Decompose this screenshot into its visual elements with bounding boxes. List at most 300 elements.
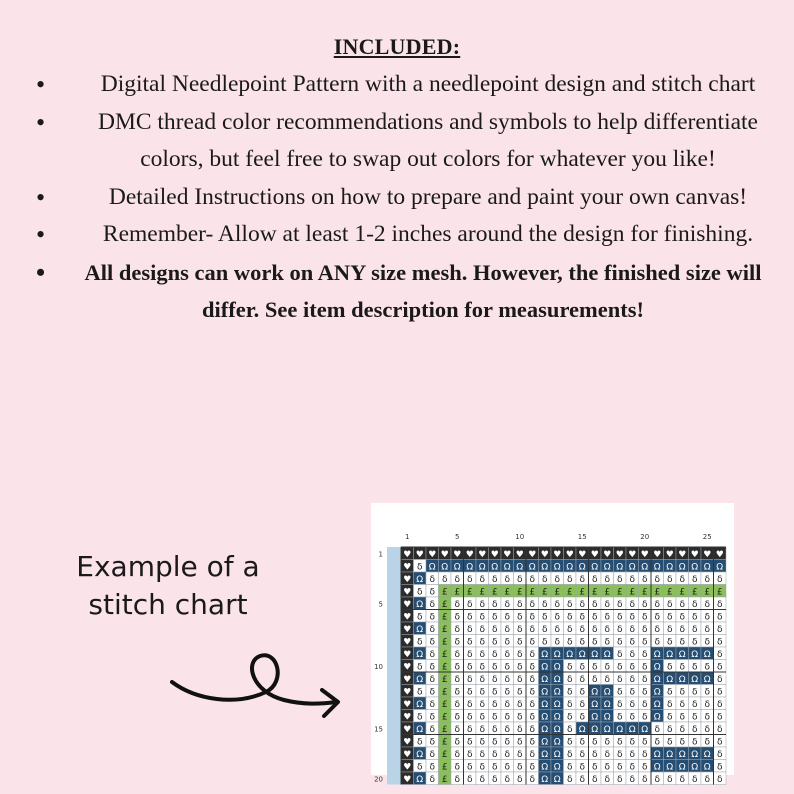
stitch-symbol: δ bbox=[591, 624, 598, 635]
stitch-symbol: δ bbox=[704, 687, 711, 698]
stitch-symbol: £ bbox=[454, 587, 461, 598]
stitch-symbol: δ bbox=[529, 662, 536, 673]
stitch-symbol: δ bbox=[491, 762, 498, 773]
stitch-symbol: δ bbox=[554, 599, 561, 610]
stitch-symbol: £ bbox=[491, 587, 498, 598]
stitch-symbol: Ω bbox=[541, 774, 549, 785]
stitch-symbol: δ bbox=[479, 624, 486, 635]
stitch-symbol: δ bbox=[679, 737, 686, 748]
stitch-symbol: ♥ bbox=[403, 762, 412, 773]
stitch-symbol: Ω bbox=[591, 724, 599, 735]
stitch-symbol: δ bbox=[416, 712, 423, 723]
stitch-symbol: δ bbox=[479, 762, 486, 773]
stitch-symbol: ♥ bbox=[665, 549, 674, 560]
stitch-symbol: δ bbox=[629, 687, 636, 698]
stitch-symbol: δ bbox=[566, 749, 573, 760]
stitch-symbol: δ bbox=[429, 737, 436, 748]
stitch-symbol: ♥ bbox=[653, 549, 662, 560]
stitch-symbol: δ bbox=[529, 699, 536, 710]
stitch-symbol: δ bbox=[429, 699, 436, 710]
stitch-symbol: δ bbox=[491, 749, 498, 760]
stitch-symbol: δ bbox=[541, 624, 548, 635]
stitch-symbol: Ω bbox=[653, 687, 661, 698]
stitch-symbol: δ bbox=[566, 712, 573, 723]
stitch-symbol: £ bbox=[716, 587, 723, 598]
stitch-symbol: £ bbox=[441, 599, 448, 610]
stitch-symbol: Ω bbox=[416, 724, 424, 735]
stitch-symbol: Ω bbox=[603, 712, 611, 723]
stitch-symbol: δ bbox=[704, 699, 711, 710]
stitch-symbol: δ bbox=[691, 599, 698, 610]
stitch-symbol: Ω bbox=[653, 749, 661, 760]
stitch-symbol: ♥ bbox=[465, 549, 474, 560]
stitch-symbol: δ bbox=[529, 774, 536, 785]
stitch-symbol: δ bbox=[429, 762, 436, 773]
stitch-symbol: δ bbox=[504, 674, 511, 685]
stitch-symbol: ♥ bbox=[403, 649, 412, 660]
stitch-symbol: δ bbox=[529, 674, 536, 685]
stitch-symbol: δ bbox=[566, 699, 573, 710]
stitch-symbol: δ bbox=[629, 762, 636, 773]
stitch-symbol: δ bbox=[429, 724, 436, 735]
stitch-symbol: Ω bbox=[516, 562, 524, 573]
stitch-symbol: Ω bbox=[678, 562, 686, 573]
stitch-symbol: δ bbox=[641, 649, 648, 660]
stitch-symbol: Ω bbox=[553, 749, 561, 760]
stitch-symbol: Ω bbox=[678, 674, 686, 685]
stitch-symbol: Ω bbox=[641, 562, 649, 573]
stitch-symbol: δ bbox=[691, 687, 698, 698]
stitch-symbol: Ω bbox=[591, 562, 599, 573]
stitch-symbol: δ bbox=[691, 774, 698, 785]
stitch-symbol: Ω bbox=[603, 699, 611, 710]
stitch-symbol: δ bbox=[454, 674, 461, 685]
stitch-symbol: Ω bbox=[653, 699, 661, 710]
stitch-symbol: Ω bbox=[416, 599, 424, 610]
stitch-symbol: δ bbox=[504, 737, 511, 748]
stitch-symbol: Ω bbox=[503, 562, 511, 573]
stitch-symbol: δ bbox=[454, 624, 461, 635]
stitch-symbol: δ bbox=[591, 749, 598, 760]
stitch-symbol: δ bbox=[691, 624, 698, 635]
stitch-symbol: £ bbox=[629, 587, 636, 598]
stitch-symbol: £ bbox=[541, 587, 548, 598]
stitch-symbol: ♥ bbox=[553, 549, 562, 560]
stitch-symbol: ♥ bbox=[403, 587, 412, 598]
stitch-symbol: δ bbox=[654, 574, 661, 585]
stitch-symbol: ♥ bbox=[540, 549, 549, 560]
stitch-symbol: Ω bbox=[541, 562, 549, 573]
stitch-symbol: δ bbox=[679, 624, 686, 635]
stitch-symbol: δ bbox=[641, 762, 648, 773]
stitch-symbol: Ω bbox=[541, 674, 549, 685]
stitch-symbol: δ bbox=[604, 737, 611, 748]
stitch-symbol: Ω bbox=[628, 562, 636, 573]
stitch-symbol: δ bbox=[516, 637, 523, 648]
stitch-symbol: £ bbox=[516, 587, 523, 598]
stitch-symbol: δ bbox=[416, 587, 423, 598]
stitch-symbol: Ω bbox=[666, 649, 674, 660]
stitch-symbol: δ bbox=[466, 624, 473, 635]
stitch-symbol: δ bbox=[641, 574, 648, 585]
stitch-symbol: δ bbox=[454, 737, 461, 748]
stitch-symbol: δ bbox=[679, 774, 686, 785]
stitch-symbol: Ω bbox=[678, 762, 686, 773]
stitch-symbol: δ bbox=[504, 687, 511, 698]
stitch-symbol: ♥ bbox=[703, 549, 712, 560]
stitch-symbol: ♥ bbox=[403, 662, 412, 673]
stitch-symbol: Ω bbox=[653, 762, 661, 773]
stitch-symbol: δ bbox=[566, 774, 573, 785]
column-number: 25 bbox=[702, 533, 712, 541]
stitch-symbol: δ bbox=[666, 712, 673, 723]
stitch-symbol: δ bbox=[429, 599, 436, 610]
stitch-symbol: ♥ bbox=[403, 624, 412, 635]
stitch-symbol: δ bbox=[504, 699, 511, 710]
stitch-symbol: δ bbox=[691, 612, 698, 623]
stitch-symbol: ♥ bbox=[415, 549, 424, 560]
stitch-symbol: δ bbox=[541, 637, 548, 648]
stitch-symbol: δ bbox=[704, 612, 711, 623]
stitch-symbol: £ bbox=[441, 637, 448, 648]
curly-arrow-icon bbox=[166, 642, 346, 732]
stitch-symbol: Ω bbox=[703, 649, 711, 660]
row-number: 20 bbox=[374, 775, 383, 784]
stitch-symbol: δ bbox=[716, 624, 723, 635]
stitch-symbol: δ bbox=[566, 624, 573, 635]
stitch-symbol: δ bbox=[679, 612, 686, 623]
stitch-symbol: δ bbox=[466, 712, 473, 723]
stitch-symbol: δ bbox=[504, 724, 511, 735]
stitch-symbol: δ bbox=[654, 599, 661, 610]
stitch-symbol: δ bbox=[491, 662, 498, 673]
stitch-symbol: ♥ bbox=[565, 549, 574, 560]
stitch-symbol: δ bbox=[504, 774, 511, 785]
stitch-symbol: δ bbox=[704, 662, 711, 673]
stitch-symbol: δ bbox=[416, 737, 423, 748]
stitch-symbol: δ bbox=[541, 612, 548, 623]
stitch-symbol: δ bbox=[616, 737, 623, 748]
stitch-symbol: Ω bbox=[603, 649, 611, 660]
stitch-symbol: δ bbox=[629, 737, 636, 748]
stitch-symbol: £ bbox=[441, 624, 448, 635]
stitch-symbol: £ bbox=[579, 587, 586, 598]
stitch-symbol: ♥ bbox=[428, 549, 437, 560]
stitch-symbol: δ bbox=[629, 774, 636, 785]
stitch-symbol: δ bbox=[641, 774, 648, 785]
stitch-symbol: Ω bbox=[491, 562, 499, 573]
stitch-symbol: ♥ bbox=[528, 549, 537, 560]
stitch-symbol: δ bbox=[516, 662, 523, 673]
stitch-symbol: δ bbox=[654, 624, 661, 635]
stitch-symbol: £ bbox=[441, 649, 448, 660]
stitch-symbol: £ bbox=[654, 587, 661, 598]
stitch-symbol: δ bbox=[429, 612, 436, 623]
stitch-symbol: δ bbox=[591, 737, 598, 748]
stitch-symbol: £ bbox=[529, 587, 536, 598]
stitch-symbol: δ bbox=[429, 749, 436, 760]
stitch-symbol: Ω bbox=[703, 762, 711, 773]
stitch-symbol: δ bbox=[491, 737, 498, 748]
stitch-symbol: δ bbox=[466, 612, 473, 623]
stitch-symbol: δ bbox=[616, 624, 623, 635]
stitch-symbol: ♥ bbox=[515, 549, 524, 560]
stitch-symbol: £ bbox=[566, 587, 573, 598]
stitch-symbol: δ bbox=[604, 599, 611, 610]
stitch-symbol: δ bbox=[479, 612, 486, 623]
stitch-symbol: δ bbox=[504, 624, 511, 635]
stitch-symbol: ♥ bbox=[440, 549, 449, 560]
stitch-symbol: δ bbox=[654, 612, 661, 623]
stitch-symbol: δ bbox=[716, 674, 723, 685]
stitch-symbol: Ω bbox=[466, 562, 474, 573]
stitch-symbol: δ bbox=[466, 737, 473, 748]
column-number: 10 bbox=[515, 533, 525, 541]
stitch-symbol: Ω bbox=[666, 674, 674, 685]
stitch-symbol: δ bbox=[516, 612, 523, 623]
stitch-symbol: Ω bbox=[553, 662, 561, 673]
stitch-symbol: δ bbox=[479, 674, 486, 685]
stitch-symbol: ♥ bbox=[403, 712, 412, 723]
stitch-symbol: δ bbox=[579, 574, 586, 585]
stitch-symbol: £ bbox=[479, 587, 486, 598]
stitch-symbol: ♥ bbox=[690, 549, 699, 560]
stitch-symbol: δ bbox=[454, 662, 461, 673]
stitch-symbol: Ω bbox=[641, 724, 649, 735]
stitch-symbol: δ bbox=[641, 737, 648, 748]
stitch-symbol: ♥ bbox=[615, 549, 624, 560]
stitch-symbol: Ω bbox=[416, 624, 424, 635]
stitch-symbol: δ bbox=[704, 774, 711, 785]
stitch-symbol: δ bbox=[491, 674, 498, 685]
stitch-symbol: δ bbox=[491, 574, 498, 585]
stitch-symbol: δ bbox=[566, 662, 573, 673]
stitch-symbol: δ bbox=[704, 737, 711, 748]
stitch-symbol: δ bbox=[604, 612, 611, 623]
stitch-symbol: δ bbox=[591, 599, 598, 610]
stitch-symbol: ♥ bbox=[453, 549, 462, 560]
stitch-symbol: δ bbox=[579, 687, 586, 698]
stitch-symbol: Ω bbox=[553, 699, 561, 710]
stitch-symbol: δ bbox=[604, 774, 611, 785]
stitch-symbol: ♥ bbox=[403, 724, 412, 735]
stitch-symbol: Ω bbox=[441, 562, 449, 573]
stitch-symbol: δ bbox=[416, 612, 423, 623]
stitch-symbol: Ω bbox=[428, 562, 436, 573]
stitch-symbol: δ bbox=[566, 737, 573, 748]
stitch-symbol: δ bbox=[591, 662, 598, 673]
stitch-symbol: δ bbox=[416, 687, 423, 698]
row-number: 1 bbox=[378, 550, 383, 559]
stitch-symbol: δ bbox=[491, 649, 498, 660]
stitch-symbol: δ bbox=[541, 599, 548, 610]
stitch-symbol: £ bbox=[666, 587, 673, 598]
stitch-symbol: £ bbox=[441, 774, 448, 785]
stitch-symbol: δ bbox=[516, 674, 523, 685]
stitch-symbol: Ω bbox=[416, 749, 424, 760]
stitch-chart-example bbox=[371, 503, 734, 785]
stitch-symbol: £ bbox=[441, 737, 448, 748]
stitch-symbol: ♥ bbox=[640, 549, 649, 560]
stitch-symbol: δ bbox=[616, 687, 623, 698]
stitch-symbol: Ω bbox=[453, 562, 461, 573]
stitch-symbol: δ bbox=[429, 687, 436, 698]
stitch-symbol: δ bbox=[504, 612, 511, 623]
stitch-symbol: δ bbox=[716, 699, 723, 710]
stitch-symbol: Ω bbox=[691, 562, 699, 573]
stitch-symbol: δ bbox=[579, 774, 586, 785]
stitch-symbol: Ω bbox=[591, 699, 599, 710]
stitch-symbol: δ bbox=[716, 712, 723, 723]
stitch-symbol: £ bbox=[441, 612, 448, 623]
stitch-symbol: δ bbox=[604, 762, 611, 773]
stitch-symbol: δ bbox=[579, 699, 586, 710]
stitch-symbol: δ bbox=[429, 649, 436, 660]
stitch-symbol: δ bbox=[516, 737, 523, 748]
stitch-symbol: δ bbox=[604, 624, 611, 635]
stitch-symbol: δ bbox=[429, 662, 436, 673]
stitch-symbol: δ bbox=[641, 699, 648, 710]
stitch-symbol: Ω bbox=[653, 562, 661, 573]
stitch-symbol: δ bbox=[529, 762, 536, 773]
stitch-symbol: δ bbox=[716, 687, 723, 698]
stitch-symbol: Ω bbox=[603, 562, 611, 573]
stitch-symbol: ♥ bbox=[590, 549, 599, 560]
stitch-symbol: ♥ bbox=[403, 599, 412, 610]
stitch-symbol: δ bbox=[454, 749, 461, 760]
stitch-symbol: δ bbox=[429, 587, 436, 598]
stitch-symbol: δ bbox=[479, 599, 486, 610]
stitch-symbol: δ bbox=[416, 662, 423, 673]
stitch-symbol: δ bbox=[679, 724, 686, 735]
stitch-symbol: δ bbox=[641, 712, 648, 723]
stitch-symbol: δ bbox=[604, 749, 611, 760]
stitch-symbol: δ bbox=[454, 774, 461, 785]
stitch-symbol: δ bbox=[504, 637, 511, 648]
stitch-symbol: δ bbox=[641, 749, 648, 760]
stitch-symbol: δ bbox=[716, 662, 723, 673]
stitch-symbol: δ bbox=[716, 724, 723, 735]
stitch-symbol: ♥ bbox=[403, 774, 412, 785]
stitch-symbol: Ω bbox=[703, 562, 711, 573]
stitch-symbol: δ bbox=[454, 637, 461, 648]
stitch-symbol: δ bbox=[616, 574, 623, 585]
stitch-symbol: £ bbox=[441, 749, 448, 760]
stitch-symbol: £ bbox=[616, 587, 623, 598]
stitch-symbol: δ bbox=[641, 612, 648, 623]
stitch-symbol: δ bbox=[454, 599, 461, 610]
stitch-symbol: δ bbox=[529, 574, 536, 585]
stitch-symbol: δ bbox=[466, 699, 473, 710]
stitch-symbol: Ω bbox=[578, 649, 586, 660]
stitch-symbol: δ bbox=[566, 687, 573, 698]
stitch-symbol: δ bbox=[629, 649, 636, 660]
stitch-symbol: δ bbox=[554, 574, 561, 585]
stitch-symbol: δ bbox=[579, 762, 586, 773]
stitch-symbol: δ bbox=[666, 724, 673, 735]
stitch-symbol: Ω bbox=[566, 649, 574, 660]
stitch-symbol: Ω bbox=[416, 674, 424, 685]
stitch-symbol: δ bbox=[579, 712, 586, 723]
stitch-symbol: δ bbox=[666, 612, 673, 623]
stitch-symbol: δ bbox=[429, 574, 436, 585]
stitch-symbol: Ω bbox=[616, 724, 624, 735]
stitch-symbol: δ bbox=[529, 724, 536, 735]
stitch-symbol: δ bbox=[591, 674, 598, 685]
stitch-symbol: δ bbox=[491, 774, 498, 785]
stitch-symbol: δ bbox=[691, 712, 698, 723]
stitch-symbol: Ω bbox=[691, 762, 699, 773]
chart-edge bbox=[387, 547, 401, 785]
stitch-symbol: δ bbox=[466, 749, 473, 760]
stitch-symbol: δ bbox=[666, 687, 673, 698]
stitch-symbol: δ bbox=[716, 762, 723, 773]
stitch-symbol: δ bbox=[654, 724, 661, 735]
stitch-symbol: δ bbox=[716, 637, 723, 648]
stitch-symbol: δ bbox=[716, 774, 723, 785]
stitch-symbol: δ bbox=[691, 662, 698, 673]
stitch-symbol: δ bbox=[666, 737, 673, 748]
stitch-symbol: ♥ bbox=[578, 549, 587, 560]
stitch-symbol: ♥ bbox=[628, 549, 637, 560]
stitch-symbol: δ bbox=[529, 612, 536, 623]
stitch-symbol: δ bbox=[716, 649, 723, 660]
stitch-symbol: δ bbox=[491, 599, 498, 610]
stitch-symbol: δ bbox=[666, 624, 673, 635]
stitch-symbol: Ω bbox=[603, 724, 611, 735]
stitch-symbol: Ω bbox=[416, 574, 424, 585]
stitch-symbol: Ω bbox=[703, 674, 711, 685]
stitch-symbol: δ bbox=[654, 737, 661, 748]
stitch-symbol: £ bbox=[441, 662, 448, 673]
stitch-symbol: δ bbox=[466, 662, 473, 673]
stitch-symbol: ♥ bbox=[403, 699, 412, 710]
stitch-symbol: δ bbox=[579, 599, 586, 610]
stitch-symbol: δ bbox=[479, 774, 486, 785]
stitch-symbol: δ bbox=[579, 624, 586, 635]
stitch-symbol: δ bbox=[666, 662, 673, 673]
stitch-symbol: ♥ bbox=[403, 574, 412, 585]
stitch-symbol: δ bbox=[641, 599, 648, 610]
stitch-symbol: δ bbox=[616, 762, 623, 773]
stitch-symbol: δ bbox=[654, 637, 661, 648]
stitch-symbol: £ bbox=[441, 712, 448, 723]
stitch-symbol: δ bbox=[479, 712, 486, 723]
stitch-symbol: δ bbox=[629, 637, 636, 648]
stitch-symbol: ♥ bbox=[678, 549, 687, 560]
stitch-symbol: £ bbox=[641, 587, 648, 598]
stitch-symbol: δ bbox=[591, 574, 598, 585]
stitch-symbol: Ω bbox=[553, 737, 561, 748]
row-number: 15 bbox=[374, 725, 383, 734]
stitch-symbol: δ bbox=[579, 612, 586, 623]
example-label: Example of a stitch chart bbox=[76, 550, 260, 621]
stitch-symbol: δ bbox=[679, 699, 686, 710]
stitch-symbol: δ bbox=[504, 574, 511, 585]
stitch-symbol: Ω bbox=[691, 649, 699, 660]
stitch-symbol: δ bbox=[616, 674, 623, 685]
stitch-symbol: Ω bbox=[566, 562, 574, 573]
stitch-symbol: δ bbox=[454, 649, 461, 660]
stitch-symbol: Ω bbox=[553, 649, 561, 660]
stitch-symbol: Ω bbox=[653, 674, 661, 685]
stitch-symbol: δ bbox=[491, 699, 498, 710]
stitch-symbol: ♥ bbox=[403, 749, 412, 760]
column-number: 5 bbox=[455, 533, 460, 541]
stitch-symbol: δ bbox=[491, 687, 498, 698]
included-list bbox=[30, 66, 780, 329]
stitch-symbol: δ bbox=[679, 662, 686, 673]
